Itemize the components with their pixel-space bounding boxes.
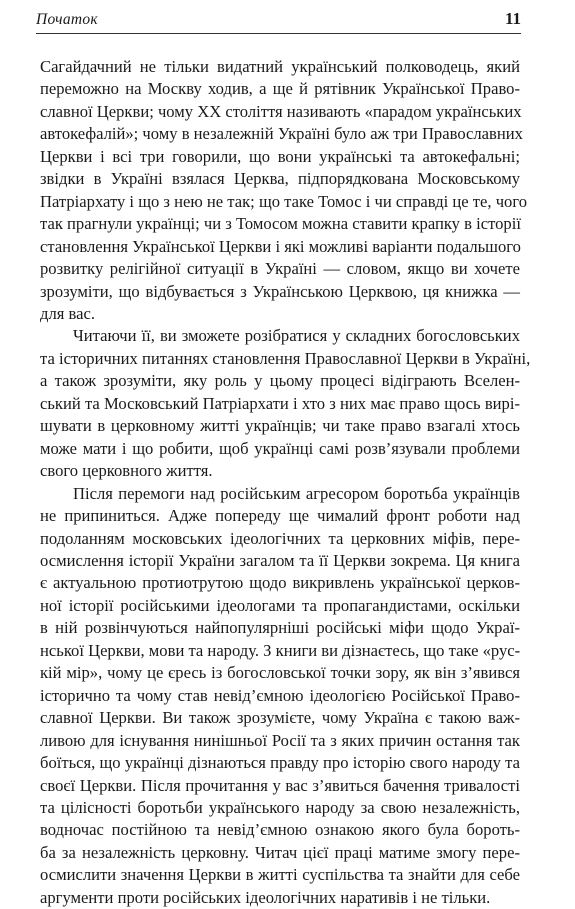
text-line: Патріархату і що з нею не так; що таке Томос і чи справді це те, чого — [40, 191, 528, 211]
body-text — [40, 56, 531, 909]
text-line: боїться, що українці дізнаються правду про історію свого народу та — [40, 753, 520, 773]
text-line: водночас постійною та невід’ємною ознакою якого була бороть- — [40, 820, 520, 840]
text-line: Читаючи її, ви зможете розібратися у складних богословських — [73, 326, 520, 346]
text-line: становлення Української Церкви і які можливі варіанти подальшого — [40, 236, 521, 256]
text-line: ський та Московський Патріархати і хто з них має право щось вирі- — [40, 393, 520, 413]
text-line: осмислення історії України загалом та її Церкви зокрема. Ця книга — [40, 550, 520, 570]
running-header — [36, 6, 521, 32]
text-line: ливою для існування нинішньої Росії та з яких причин остання так — [40, 730, 520, 750]
text-line: осмислити значення Церкви в житті суспільства та знайти для себе — [40, 865, 520, 885]
text-line: подоланням московських ідеологічних та церковних міфів, пере- — [40, 528, 520, 548]
text-line: звідки в Україні взялася Церква, підпорядкована Московському — [40, 169, 520, 189]
running-title: Початок — [36, 11, 98, 28]
text-line: кій мір», чому це єресь із богословської точки зору, як він з’явився — [40, 663, 520, 683]
text-line: Після перемоги над російським агресором боротьба українців — [73, 483, 520, 503]
text-line: є актуальною протиотрутою щодо викривлень української церков- — [40, 573, 520, 593]
text-line: славної Церкви; чому XX століття називають «парадом українських — [40, 101, 522, 121]
text-line: не припиниться. Адже попереду ще чималий фронт роботи над — [40, 506, 520, 526]
paragraph — [40, 483, 520, 909]
text-line: та історичних питаннях становлення Православної Церкви в Україні, — [40, 348, 531, 368]
paragraph — [40, 325, 531, 482]
text-line: аргументи проти російських ідеологічних наративів і не тільки. — [40, 887, 491, 907]
text-line: свого церковного життя. — [40, 461, 213, 481]
text-line: Сагайдачний не тільки видатний український полководець, який — [40, 57, 520, 76]
text-line: так прагнули українці; чи з Томосом можна ставити крапку в історії — [40, 214, 521, 234]
text-line: славної Церкви. Ви також зрозумієте, чому Україна є такою важ- — [40, 708, 520, 728]
text-line: зрозуміти, що відбувається з Українською Церквою, ця книжка — — [40, 281, 520, 301]
text-line: переможно на Москву ходив, а ще й рятівник Української Право- — [40, 79, 520, 99]
text-line: та цілісності боротьби українського народу за свою незалежність, — [40, 797, 520, 817]
text-line: в ній розвінчуються найпопулярніші російські міфи щодо Украї- — [40, 618, 520, 638]
text-line: ної історії російськими ідеологами та пропагандистами, оскільки — [40, 595, 520, 615]
text-line: нської Церкви, мови та народу. З книги ви дізнаєтесь, що таке «рус- — [40, 640, 521, 660]
text-line: своєї Церкви. Після прочитання у вас з’явиться бачення тривалості — [40, 775, 520, 795]
text-line: автокефалій»; чому в незалежній Україні було аж три Православних — [40, 124, 523, 144]
text-line: для вас. — [40, 303, 95, 323]
page-number: 11 — [504, 9, 521, 28]
text-line: Церкви і всі три говорили, що вони українські та автокефальні; — [40, 146, 520, 166]
text-line: історично та чому став невід’ємною ідеологією Російської Право- — [40, 685, 520, 705]
text-line: ба за незалежність церковну. Читач цієї праці матиме змогу пере- — [40, 842, 520, 862]
text-line: розвитку релігійної ситуації в Україні — словом, якщо ви хочете — [40, 259, 520, 279]
text-line: а також зрозуміти, яку роль у цьому процесі відіграють Вселен- — [40, 371, 520, 391]
paragraph — [40, 56, 528, 325]
text-line: може мати і що робити, щоб українці самі розв’язували проблеми — [40, 438, 520, 458]
header-rule — [36, 33, 521, 34]
text-line: шувати в церковному житті українців; чи таке право взагалі хтось — [40, 416, 520, 436]
